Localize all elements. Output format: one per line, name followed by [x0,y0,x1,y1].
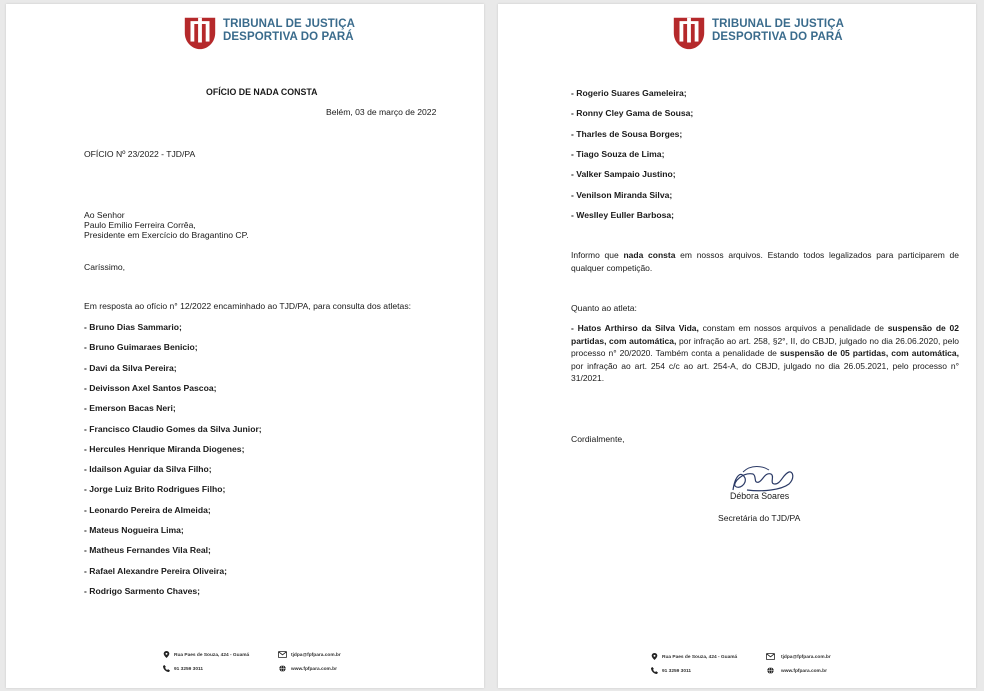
phone-icon [651,667,658,674]
footer-website: www.fpfpara.com.br [291,667,337,672]
tribunal-logo-icon [670,14,708,52]
email-icon [766,653,775,660]
recipient-title: Presidente em Exercício do Bragantino CP. [84,230,249,240]
greeting: Caríssimo, [84,262,126,272]
intro-text: Em resposta ao ofício n° 12/2022 encaminhado ao TJD/PA, para consulta dos atletas: [84,301,412,311]
athlete-list-item: - Jorge Luiz Brito Rodrigues Filho; [84,484,226,495]
recipient-salutation: Ao Senhor [84,210,125,220]
athlete-list-item: - Tharles de Sousa Borges; [571,128,683,139]
footer-address: Rua Paes de Souza, 424 - Guamá [174,653,250,658]
signer-name: Débora Soares [730,491,790,501]
nada-consta-paragraph: Informo que nada consta em nossos arquivos. Estando todos legalizados para participarem de qualquer competição. [571,250,959,273]
athlete-list-item: - Hercules Henrique Miranda Diogenes; [84,443,245,454]
athlete-list-item: - Rogerio Suares Gameleira; [571,88,687,98]
athlete-list-item: - Matheus Fernandes Vila Real; [84,545,211,556]
penalty-paragraph: - Hatos Arthirso da Silva Vida, constam em nossos arquivos a penalidade de suspensão de 02 partidas, com automática, por infração ao art. 258, §2°, II, do CBJD, julgado no dia 26.06.2020, pelo processo n° 20/2020. Também conta a penalidade de suspensão de 05 partidas, com automática, por infração ao art. 254 c/c ao art. 254-A, do CBJD, julgado no dia 26.05.2021, pelo processo n° 31/2021. [571,323,959,384]
footer-address: Rua Paes de Souza, 424 - Guamá [662,655,738,660]
athlete-list-item: - Rodrigo Sarmento Chaves; [84,585,201,596]
phone-icon [163,665,170,672]
athlete-list-item: - Deivisson Axel Santos Pascoa; [84,382,217,393]
location-pin-icon [651,653,658,660]
closing: Cordialmente, [571,434,625,444]
document-date: Belém, 03 de março de 2022 [326,107,437,117]
athlete-list-item: - Rafael Alexandre Pereira Oliveira; [84,565,227,576]
letterhead [498,14,976,56]
oficio-number: OFÍCIO Nº 23/2022 - TJD/PA [84,149,196,159]
footer-email: tjdpa@fpfpara.com.br [291,653,341,658]
athlete-list-item: - Emerson Bacas Neri; [84,403,176,414]
signer-title: Secretária do TJD/PA [718,513,801,523]
document-page-1 [6,4,484,688]
recipient-name: Paulo Emílio Ferreira Corrêa, [84,220,196,230]
document-title: OFÍCIO DE NADA CONSTA [206,87,318,97]
athlete-list-item: - Venilson Miranda Silva; [571,189,673,200]
globe-icon [767,667,774,674]
athlete-list-item: - Leonardo Pereira de Almeida; [84,504,211,515]
athlete-list-item: - Idailson Aguiar da Silva Filho; [84,464,212,475]
letterhead [6,14,484,56]
athlete-list-item: - Mateus Nogueira Lima; [84,525,184,535]
tribunal-name: TRIBUNAL DE JUSTIÇA DESPORTIVA DO PARÁ [223,18,356,43]
footer-phone: 91 3259 3011 [174,667,204,672]
email-icon [278,651,287,658]
athlete-list-item: - Davi da Silva Pereira; [84,362,177,373]
athlete-list-item: - Bruno Dias Sammario; [84,322,182,332]
quanto-label: Quanto ao atleta: [571,303,637,313]
athlete-list-item: - Bruno Guimaraes Benicio; [84,342,198,353]
footer-phone: 91 3259 3011 [662,669,692,674]
athlete-list-item: - Tiago Souza de Lima; [571,148,665,159]
athlete-list-item: - Weslley Euller Barbosa; [571,209,675,220]
location-pin-icon [163,651,170,658]
globe-icon [279,665,286,672]
tribunal-logo-icon [181,14,219,52]
athlete-list-item: - Ronny Cley Gama de Sousa; [571,108,694,119]
athlete-list-item: - Francisco Claudio Gomes da Silva Junior; [84,423,262,434]
footer-website: www.fpfpara.com.br [781,669,827,674]
document-page-2 [498,4,976,688]
athlete-list-item: - Valker Sampaio Justino; [571,169,676,180]
tribunal-name: TRIBUNAL DE JUSTIÇA DESPORTIVA DO PARÁ [712,18,845,43]
footer-email: tjdpa@fpfpara.com.br [781,655,831,660]
